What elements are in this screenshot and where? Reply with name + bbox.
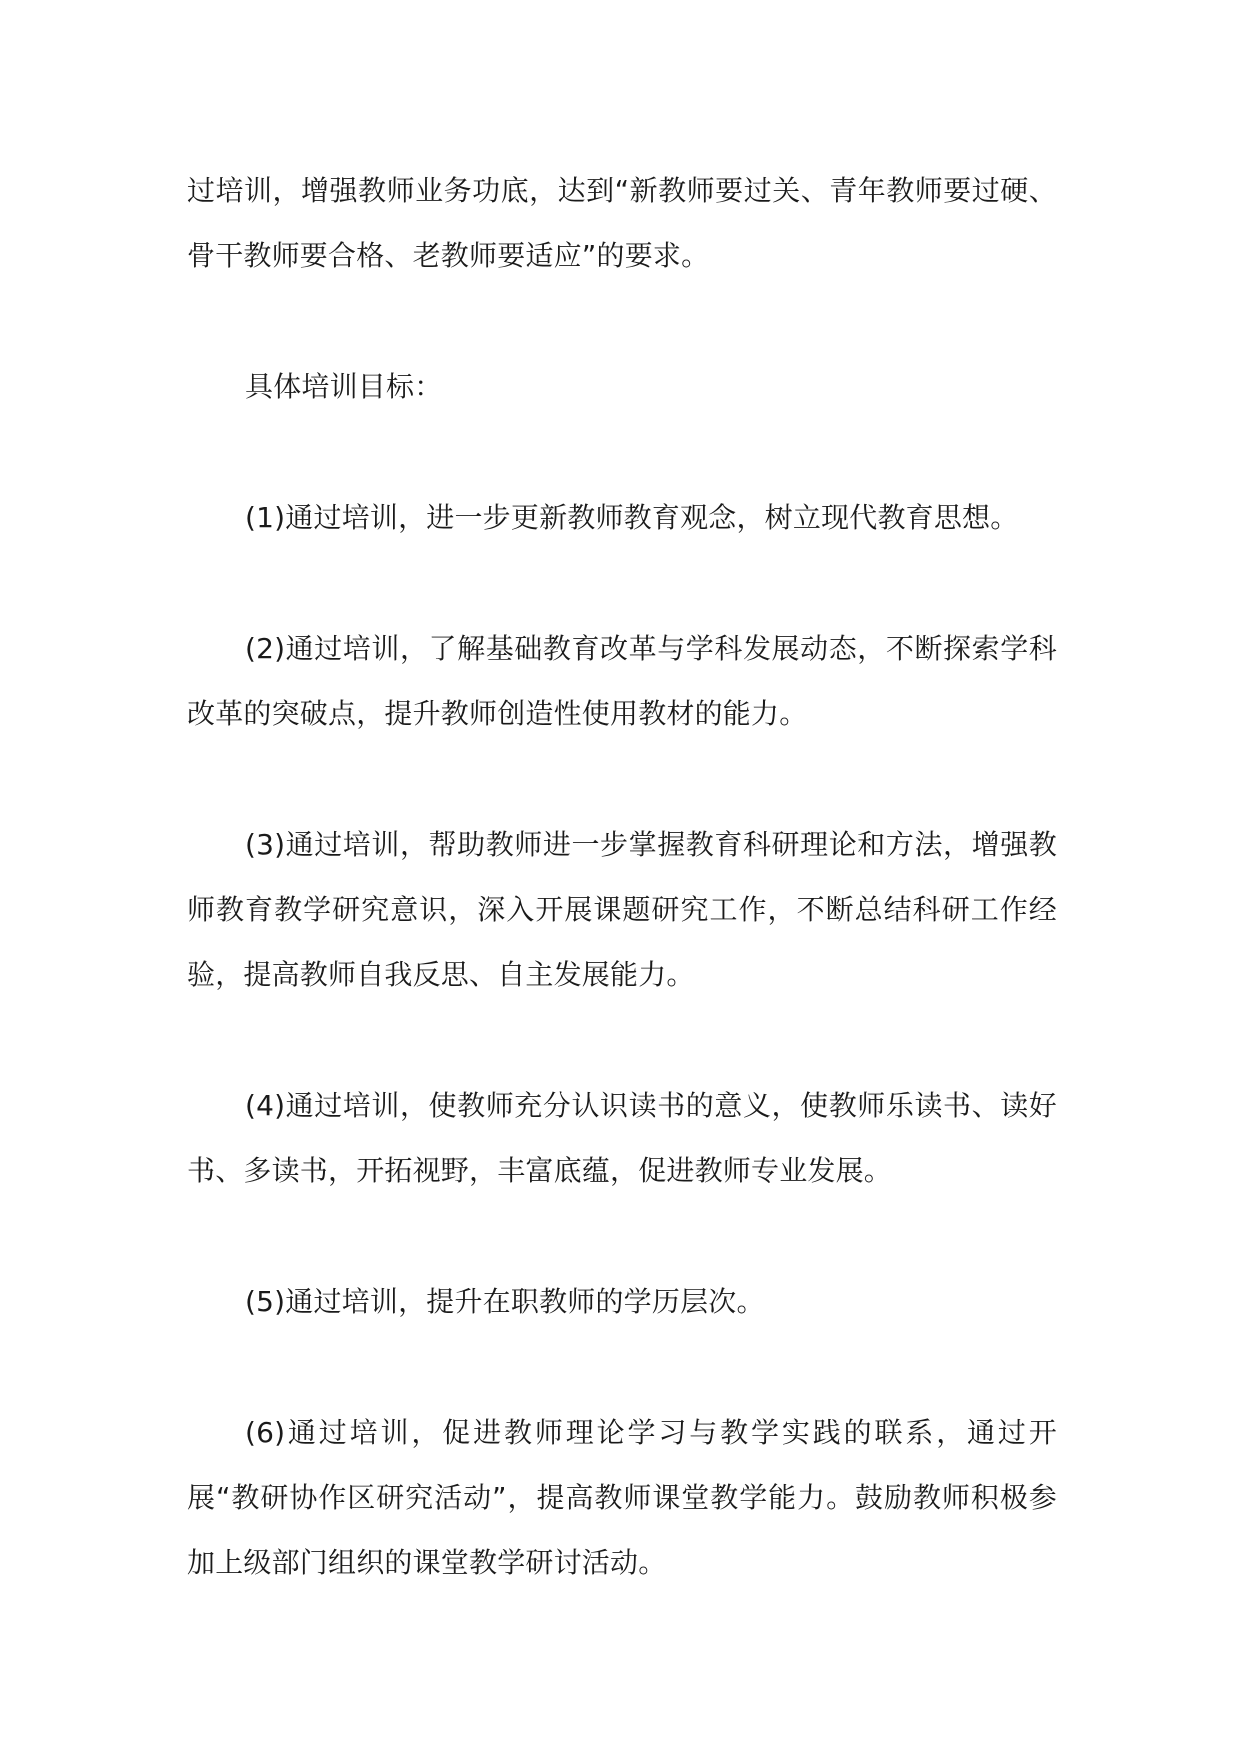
paragraph-goal-6: (6)通过培训，促进教师理论学习与教学实践的联系，通过开展“教研协作区研究活动”，提高教师课堂教学能力。鼓励教师积极参加上级部门组织的课堂教学研讨活动。 [187,1416,1057,1579]
document-page [187,158,1057,1595]
paragraph-goal-1: (1)通过培训，进一步更新教师教育观念，树立现代教育思想。 [245,501,1019,534]
paragraph-continuation: 过培训，增强教师业务功底，达到“新教师要过关、青年教师要过硬、骨干教师要合格、老教师要适应”的要求。 [187,174,1057,272]
paragraph-goal-5: (5)通过培训，提升在职教师的学历层次。 [245,1285,765,1318]
paragraph-goals-heading: 具体培训目标： [245,370,443,403]
paragraph-goal-4: (4)通过培训，使教师充分认识读书的意义，使教师乐读书、读好书、多读书，开拓视野，丰富底蕴，促进教师专业发展。 [187,1089,1057,1187]
paragraph-goal-3: (3)通过培训，帮助教师进一步掌握教育科研理论和方法，增强教师教育教学研究意识，深入开展课题研究工作，不断总结科研工作经验，提高教师自我反思、自主发展能力。 [187,828,1057,991]
paragraph-goal-2: (2)通过培训，了解基础教育改革与学科发展动态，不断探索学科改革的突破点，提升教师创造性使用教材的能力。 [187,632,1057,730]
